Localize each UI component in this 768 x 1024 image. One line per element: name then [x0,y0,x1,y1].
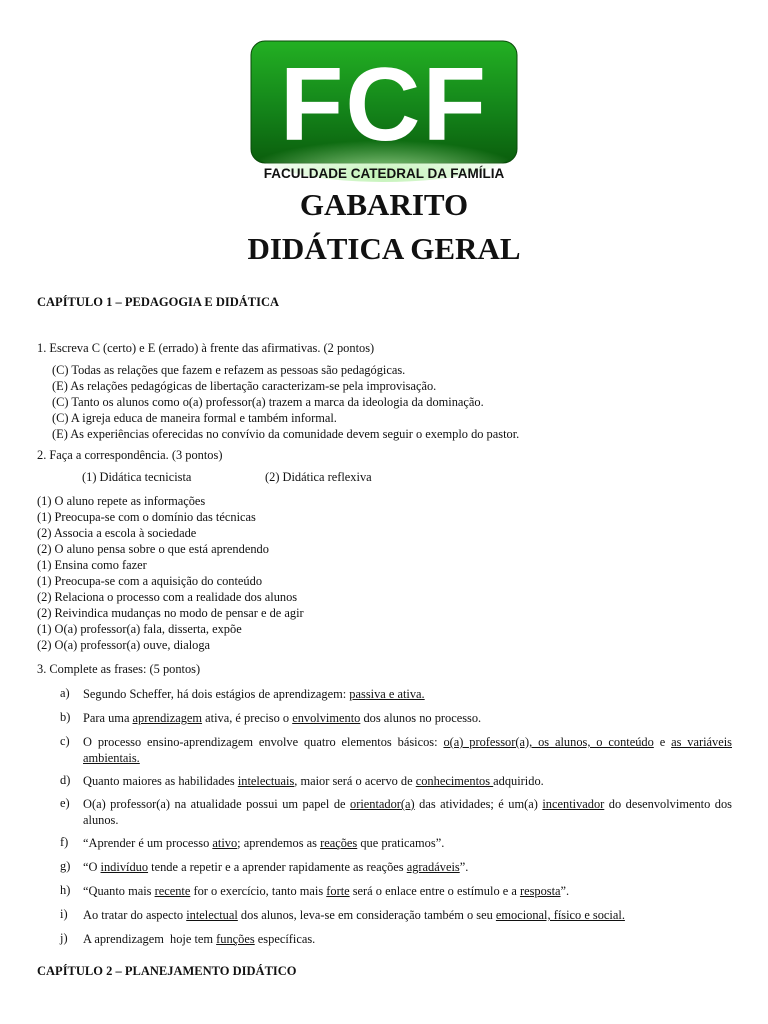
text: tende a repetir e a aprender rapidamente as reações [148,860,407,874]
text: será o enlace entre o estímulo e a [349,884,520,898]
list-item: (2) O aluno pensa sobre o que está aprendendo [37,542,269,556]
item-letter: f) [60,835,69,849]
answer: incentivador [542,797,605,811]
item-letter: c) [60,734,70,748]
text: “Quanto mais [83,884,155,898]
item-j [60,931,732,947]
option-tecnicista: (1) Didática tecnicista [82,470,192,484]
list-item: (1) Preocupa-se com o domínio das técnicas [37,510,256,524]
list-item: (E) As relações pedagógicas de libertação caracterizam-se pela improvisação. [52,379,437,393]
text: específicas. [254,932,316,946]
question-1-list [52,362,519,442]
item-letter: i) [60,907,68,921]
list-item: (1) Ensina como fazer [37,558,147,572]
list-item: (E) As experiências oferecidas no convívio da comunidade devem seguir o exemplo do pastor. [52,427,520,441]
text: do desenvolvimento dos alunos. [83,797,732,827]
text: ”. [560,884,570,898]
question-3-prompt: 3. Complete as frases: (5 pontos) [37,662,201,676]
list-item: (2) O(a) professor(a) ouve, dialoga [37,638,211,652]
text: que praticamos”. [357,836,445,850]
list-item: (1) O(a) professor(a) fala, disserta, expõe [37,622,242,636]
item-letter: e) [60,796,70,810]
item-g [60,859,732,875]
list-item: (1) O aluno repete as informações [37,494,206,508]
text: ativa, é preciso o [202,711,293,725]
item-i [60,907,732,923]
answer: envolvimento [292,711,361,725]
document-title: GABARITO [299,187,469,222]
item-a [60,686,732,702]
list-item: (2) Relaciona o processo com a realidade dos alunos [37,590,298,604]
text: for o exercício, tanto mais [190,884,327,898]
answer: as variáveis ambientais. [83,735,732,765]
text: O(a) professor(a) na atualidade possui um papel de [83,797,351,811]
list-item: (C) Tanto os alunos como o(a) professor(a) trazem a marca da ideologia da dominação. [52,395,484,409]
item-d [60,773,732,789]
item-b [60,710,732,726]
answer: passiva e ativa. [349,687,425,701]
answer: conhecimentos [415,774,494,788]
answer: reações [320,836,358,850]
text: das atividades; é um(a) [414,797,543,811]
item-letter: a) [60,686,70,700]
question-1-prompt: 1. Escreva C (certo) e E (errado) à frente das afirmativas. (2 pontos) [37,341,375,355]
item-h [60,883,732,899]
list-item: (C) A igreja educa de maneira formal e também informal. [52,411,337,425]
chapter-2-heading: CAPÍTULO 2 – PLANEJAMENTO DIDÁTICO [37,964,297,978]
answer: funções [216,932,255,946]
list-item: (2) Reivindica mudanças no modo de pensar e de agir [37,606,304,620]
item-f [60,835,732,851]
text: ”. [459,860,469,874]
answer: aprendizagem [132,711,203,725]
item-letter: g) [60,859,71,873]
text: , maior será o acervo de [294,774,416,788]
text: dos alunos no processo. [360,711,482,725]
text: “Aprender é um processo [83,836,213,850]
text: Para uma [83,711,133,725]
answer: o(a) professor(a), os alunos, o conteúdo [443,735,654,749]
text: Segundo Scheffer, há dois estágios de aprendizagem: [83,687,350,701]
answer: intelectual [186,908,238,922]
answer: orientador(a) [350,797,415,811]
answer: indivíduo [100,860,149,874]
list-item: (2) Associa a escola à sociedade [37,526,197,540]
text: dos alunos, leva-se em consideração também o seu [237,908,496,922]
text: “O [83,860,101,874]
item-letter: b) [60,710,71,724]
text: ; aprendemos as [237,836,321,850]
answer: ativo [212,836,238,850]
text: Ao tratar do aspecto [83,908,187,922]
fcf-logo [250,40,518,182]
answer: forte [326,884,350,898]
document-subtitle: DIDÁTICA GERAL [247,231,521,266]
question-3-list [60,686,732,947]
question-2-prompt: 2. Faça a correspondência. (3 pontos) [37,448,223,462]
item-e [60,796,732,828]
text: adquirido. [493,774,544,788]
answer: emocional, físico e social. [495,908,625,922]
answer: recente [154,884,191,898]
answer: intelectuais [237,774,295,788]
item-letter: j) [60,931,68,945]
answer: resposta [519,884,561,898]
logo-letters: FCF [279,47,489,163]
item-letter: d) [60,773,71,787]
option-reflexiva: (2) Didática reflexiva [265,470,372,484]
text: Quanto maiores as habilidades [83,774,238,788]
text: A aprendizagem hoje tem [83,932,217,946]
text: e [653,735,672,749]
chapter-1-heading: CAPÍTULO 1 – PEDAGOGIA E DIDÁTICA [37,295,280,309]
item-letter: h) [60,883,71,897]
logo-name: FACULDADE CATEDRAL DA FAMÍLIA [263,166,505,181]
item-c [60,734,732,766]
text: O processo ensino-aprendizagem envolve quatro elementos básicos: [83,735,444,749]
question-2-list [37,493,304,653]
answer: agradáveis [406,860,460,874]
list-item: (1) Preocupa-se com a aquisição do conteúdo [37,574,263,588]
list-item: (C) Todas as relações que fazem e refazem as pessoas são pedagógicas. [52,363,406,377]
